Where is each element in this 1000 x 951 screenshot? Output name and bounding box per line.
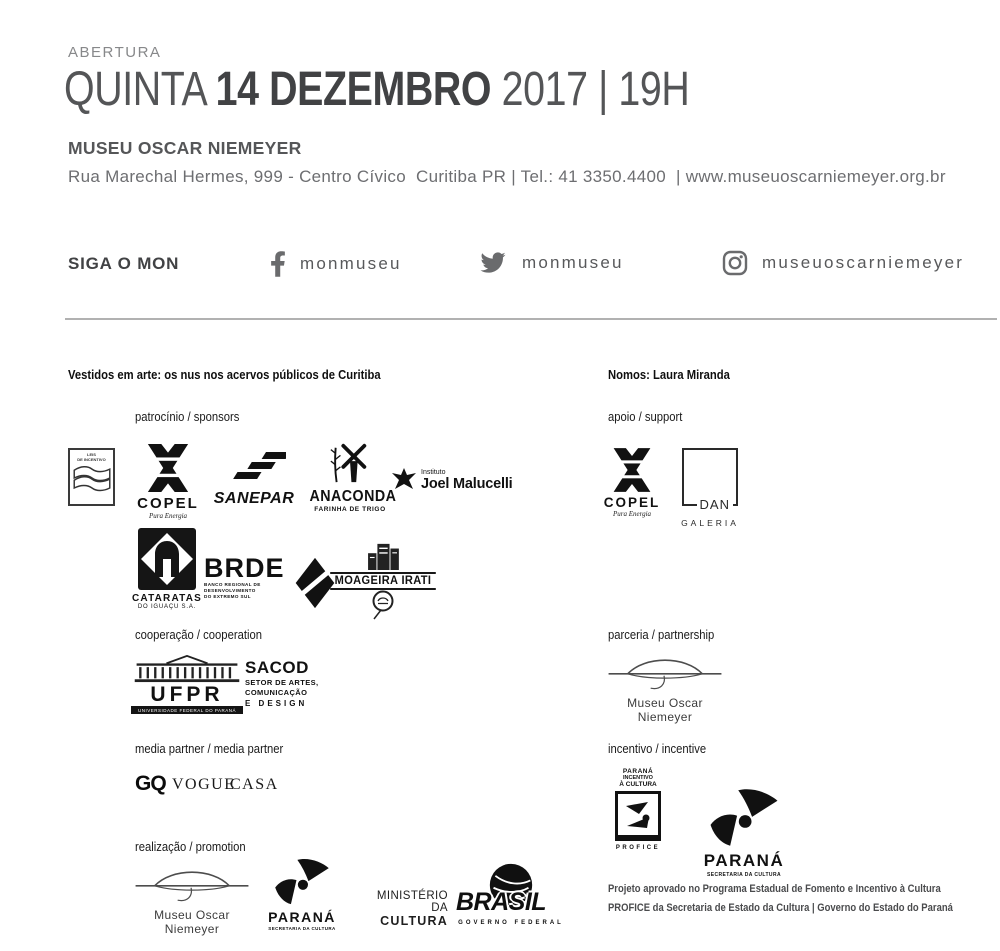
joel-malucelli-logo xyxy=(392,468,513,492)
moageira-name: MOAGEIRA IRATI xyxy=(330,572,436,590)
exhibition-title-right: Nomos: Laura Miranda xyxy=(608,368,730,382)
label-partnership: parceria / partnership xyxy=(608,628,715,642)
facebook-icon xyxy=(270,250,286,278)
dan-galeria-logo xyxy=(678,448,742,528)
star-mark-icon xyxy=(392,468,416,492)
brde-sub1: BANCO REGIONAL DE xyxy=(204,582,261,588)
cataratas-subtitle: DO IGUAÇU S.A. xyxy=(137,604,197,610)
anaconda-name: ANACONDA xyxy=(309,488,397,505)
joel-malucelli-top: Instituto xyxy=(421,468,446,476)
copel-name: COPEL xyxy=(137,495,199,512)
dan-name: DAN xyxy=(697,497,733,512)
leis-line1: LEIS xyxy=(87,452,96,457)
mon-logo-promotion xyxy=(133,860,251,936)
mon-building-icon xyxy=(133,860,251,904)
copel-logo xyxy=(128,444,208,520)
minc-line1: MINISTÉRIO DA xyxy=(376,890,448,914)
brde-sub3: DO EXTREMO SUL xyxy=(204,594,251,600)
label-cooperation: cooperação / cooperation xyxy=(135,628,262,642)
profice-top1: PARANÁ xyxy=(622,768,654,775)
instagram-handle: museuoscarniemeyer xyxy=(762,253,965,272)
brasil-subtitle: GOVERNO FEDERAL xyxy=(458,920,564,926)
emblem-circle-icon xyxy=(368,590,398,620)
casa-logo: CASA xyxy=(230,776,279,793)
title-rest: 2017 | 19H xyxy=(491,63,690,116)
sacod-line2: COMUNICAÇÃO xyxy=(245,688,308,698)
parana-flag-icon xyxy=(273,858,331,906)
mill-building-icon xyxy=(360,542,406,570)
brasil-governo-logo xyxy=(452,862,570,926)
cataratas-name: CATARATAS xyxy=(131,593,203,604)
sanepar-mark-icon xyxy=(222,452,286,486)
parana-name: PARANÁ xyxy=(703,851,785,870)
divider-line xyxy=(65,318,997,320)
vogue-logo: VOGUE xyxy=(172,776,236,793)
anaconda-logo xyxy=(306,442,397,513)
gq-logo: GQ xyxy=(135,772,166,795)
joel-malucelli-name: Joel Malucelli xyxy=(421,475,513,492)
profice-top2: INCENTIVO xyxy=(623,775,653,781)
ministerio-cultura-logo xyxy=(358,890,448,928)
moageira-irati-logo xyxy=(328,542,438,620)
sacod-name: SACOD xyxy=(245,658,309,677)
sacod-line3: E DESIGN xyxy=(245,699,308,709)
parana-flag-icon xyxy=(707,788,781,848)
copel-logo-support xyxy=(596,448,668,518)
copel-name: COPEL xyxy=(603,495,661,510)
footer-approval-line2: PROFICE da Secretaria de Estado da Cultura | Governo do Estado do Paraná xyxy=(608,902,953,914)
dan-square xyxy=(682,448,738,512)
instagram-icon xyxy=(722,250,748,276)
flag-icon xyxy=(72,463,112,493)
minc-line2: CULTURA xyxy=(380,914,448,928)
parana-logo-promotion xyxy=(264,858,340,931)
venue-address: Rua Marechal Hermes, 999 - Centro Cívico Curitiba PR | Tel.: 41 3350.4400 | www.museuoscarniemeyer.org.br xyxy=(68,167,946,186)
leis-incentivo-logo xyxy=(68,448,115,506)
parana-subtitle: SECRETARIA DA CULTURA xyxy=(707,872,781,878)
mon-logo-partnership xyxy=(606,648,724,724)
twitter-icon xyxy=(478,250,508,275)
exhibition-title-left: Vestidos em arte: os nus nos acervos públicos de Curitiba xyxy=(68,368,381,382)
profice-easel-icon xyxy=(621,800,655,830)
brde-sub2: DESENVOLVIMENTO xyxy=(204,588,256,594)
label-promotion: realização / promotion xyxy=(135,840,246,854)
mon-building-icon xyxy=(606,648,724,692)
brde-logo xyxy=(204,553,337,612)
kicker-abertura: ABERTURA xyxy=(68,44,162,61)
profice-logo xyxy=(606,768,670,851)
mon-name: Museu Oscar Niemeyer xyxy=(627,696,703,724)
parana-name: PARANÁ xyxy=(268,909,336,925)
twitter-handle: monmuseu xyxy=(522,252,624,272)
mon-name: Museu Oscar Niemeyer xyxy=(154,908,230,936)
follow-label: SIGA O MON xyxy=(68,254,180,273)
brasil-name: BRASIL xyxy=(456,888,547,916)
copel-mark-icon xyxy=(611,448,653,492)
title-date: 14 DEZEMBRO xyxy=(215,63,492,116)
label-incentive: incentivo / incentive xyxy=(608,742,707,756)
footer-approval-line1: Projeto aprovado no Programa Estadual de Fomento e Incentivo à Cultura xyxy=(608,883,941,895)
sanepar-logo xyxy=(206,452,302,508)
copel-tagline: Pura Energia xyxy=(612,510,652,518)
parana-logo-incentive xyxy=(692,788,796,878)
label-sponsors: patrocínio / sponsors xyxy=(135,410,240,424)
facebook-handle: monmuseu xyxy=(300,254,402,273)
sanepar-name: SANEPAR xyxy=(213,490,295,507)
title-day: QUINTA xyxy=(64,63,216,116)
twitter-link[interactable] xyxy=(478,250,624,275)
sacod-line1: SETOR DE ARTES, xyxy=(245,678,319,687)
facebook-link[interactable] xyxy=(270,250,402,278)
ufpr-name: UFPR xyxy=(150,683,224,706)
anaconda-subtitle: FARINHA DE TRIGO xyxy=(314,506,386,513)
ufpr-subtitle: UNIVERSIDADE FEDERAL DO PARANÁ xyxy=(131,706,243,714)
dan-subtitle: GALERIA xyxy=(681,518,739,528)
windmill-icon xyxy=(327,442,373,486)
sacod-logo xyxy=(245,658,319,710)
label-media-partner: media partner / media partner xyxy=(135,742,284,756)
cataratas-mark-icon xyxy=(138,528,196,590)
copel-mark-icon xyxy=(145,444,191,492)
brde-name: BRDE xyxy=(204,553,285,583)
ufpr-logo xyxy=(131,655,243,714)
copel-tagline: Pura Energia xyxy=(148,512,188,520)
ufpr-building-icon xyxy=(131,655,243,683)
label-support: apoio / support xyxy=(608,410,683,424)
profice-name: PROFICE xyxy=(615,845,661,851)
profice-top3: À CULTURA xyxy=(619,781,657,788)
profice-frame xyxy=(615,791,661,841)
venue-name: MUSEU OSCAR NIEMEYER xyxy=(68,138,302,158)
parana-subtitle: SECRETARIA DA CULTURA xyxy=(268,926,336,931)
cataratas-logo xyxy=(131,528,203,610)
leis-line2: DE INCENTIVO xyxy=(77,456,106,462)
instagram-link[interactable] xyxy=(722,250,964,276)
event-title xyxy=(64,62,689,117)
